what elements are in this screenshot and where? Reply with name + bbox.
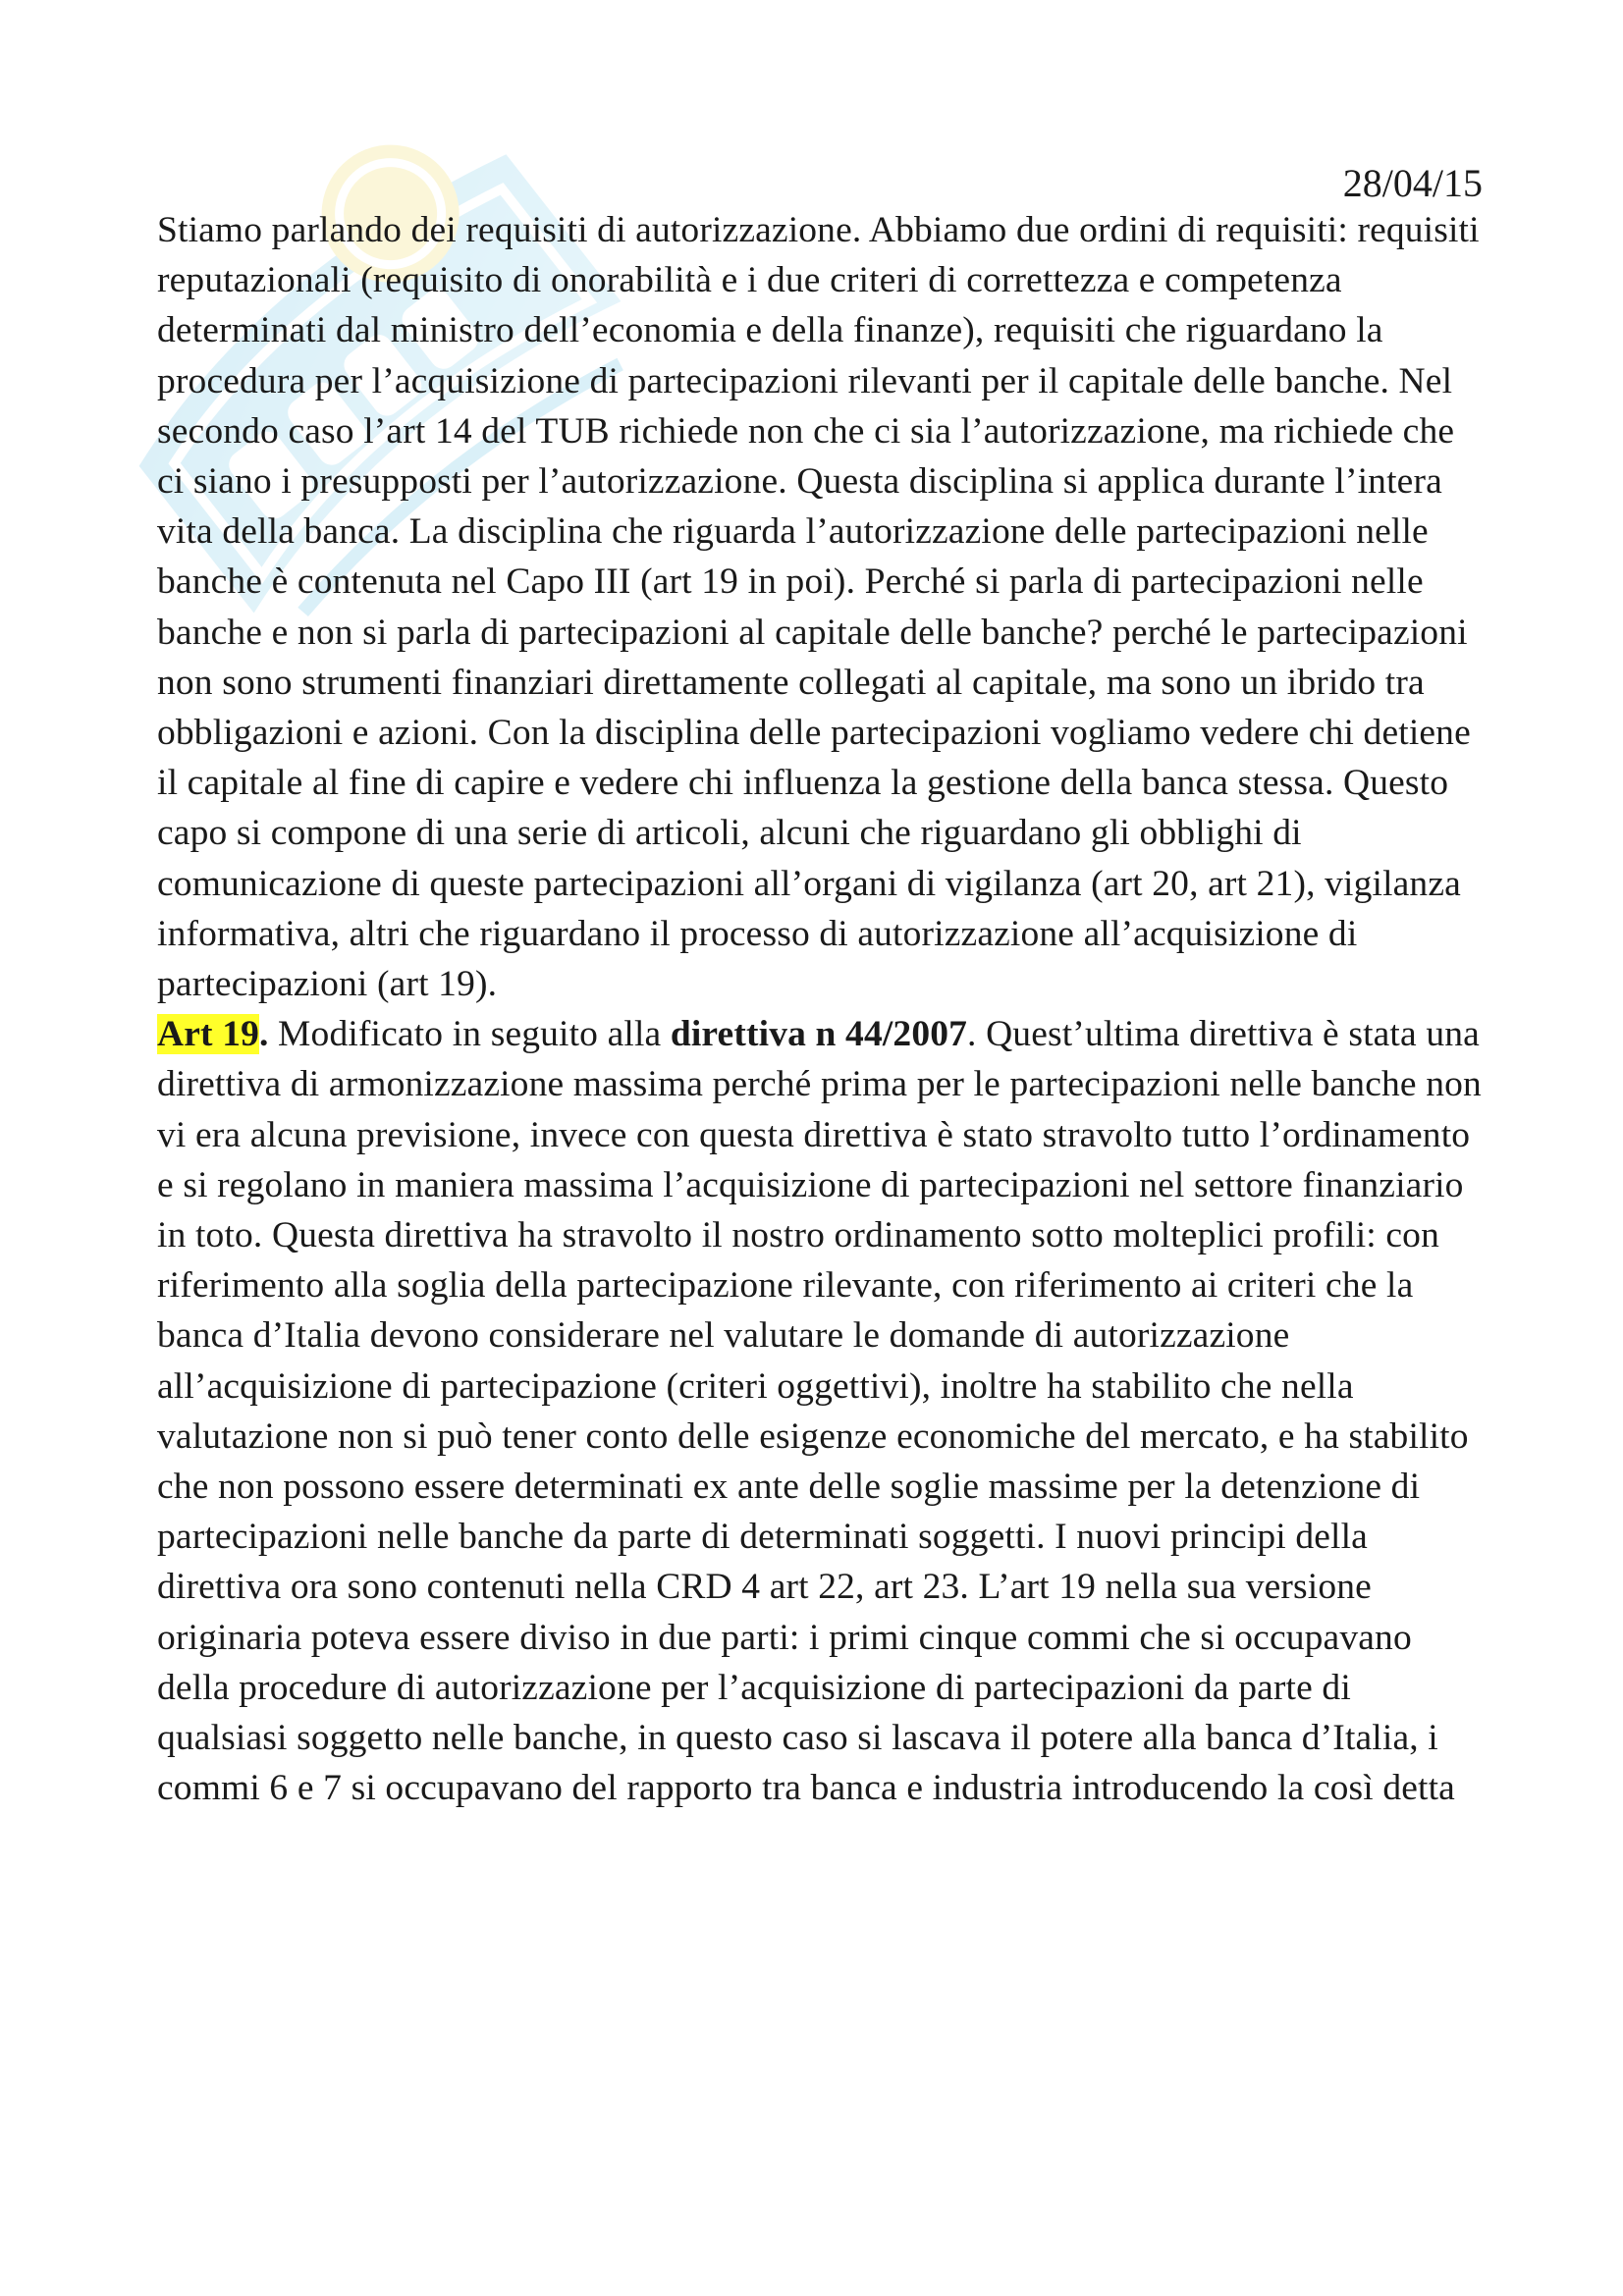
document-date: 28/04/15 <box>1342 161 1483 205</box>
art-heading-period: . <box>259 1014 269 1055</box>
art-intro-text: Modificato in seguito alla <box>268 1014 671 1055</box>
art-19-body: . Quest’ultima direttiva è stata una direttiva di armonizzazione massima perché prima per le partecipazioni nelle banche non vi era alcuna previsione, invece con questa direttiva è stato stravolto tutto l’ordinamento e si regolano in maniera massima l’acquisizione di partecipazioni nel settore finanziario in toto. Questa direttiva ha stravolto il nostro ordinamento sotto molteplici profili: con riferimento alla soglia della partecipazione rilevante, con riferimento ai criteri che la banca d’Italia devono considerare nel valutare le domande di autorizzazione all’acquisizione di partecipazione (criteri oggettivi), inoltre ha stabilito che nella valutazione non si può tener conto delle esigenze economiche del mercato, e ha stabilito che non possono essere determinati ex ante delle soglie massime per la detenzione di partecipazioni nelle banche da parte di determinati soggetti. I nuovi principi della direttiva ora sono contenuti nella CRD 4 art 22, art 23. L’art 19 nella sua versione originaria poteva essere diviso in due parti: i primi cinque commi che si occupavano della procedure di autorizzazione per l’acquisizione di partecipazioni da parte di qualsiasi soggetto nelle banche, in questo caso si lascava il potere alla banca d’Italia, i commi 6 e 7 si occupavano del rapporto tra banca e industria introducendo la così detta <box>157 1014 1482 1809</box>
document-page <box>157 162 1483 1814</box>
art-19-heading: Art 19 <box>157 1014 259 1055</box>
directive-reference: direttiva n 44/2007 <box>670 1014 968 1055</box>
paragraph-intro: Stiamo parlando dei requisiti di autorizzazione. Abbiamo due ordini di requisiti: requisiti reputazionali (requisito di onorabilità e i due criteri di correttezza e competenza determinati dal ministro dell’economia e della finanze), requisiti che riguardano la procedura per l’acquisizione di partecipazioni rilevanti per il capitale delle banche. Nel secondo caso l’art 14 del TUB richiede non che ci sia l’autorizzazione, ma richiede che ci siano i presupposti per l’autorizzazione. Questa disciplina si applica durante l’intera vita della banca. La disciplina che riguarda l’autorizzazione delle partecipazioni nelle banche è contenuta nel Capo III (art 19 in poi). Perché si parla di partecipazioni nelle banche e non si parla di partecipazioni al capitale delle banche? perché le partecipazioni non sono strumenti finanziari direttamente collegati al capitale, ma sono un ibrido tra obbligazioni e azioni. Con la disciplina delle partecipazioni vogliamo vedere chi detiene il capitale al fine di capire e vedere chi influenza la gestione della banca stessa. Questo capo si compone di una serie di articoli, alcuni che riguardano gli obblighi di comunicazione di queste partecipazioni all’organi di vigilanza (art 20, art 21), vigilanza informativa, altri che riguardano il processo di autorizzazione all’acquisizione di partecipazioni (art 19). <box>157 210 1480 1005</box>
paragraph-art-19 <box>157 1009 1483 1813</box>
